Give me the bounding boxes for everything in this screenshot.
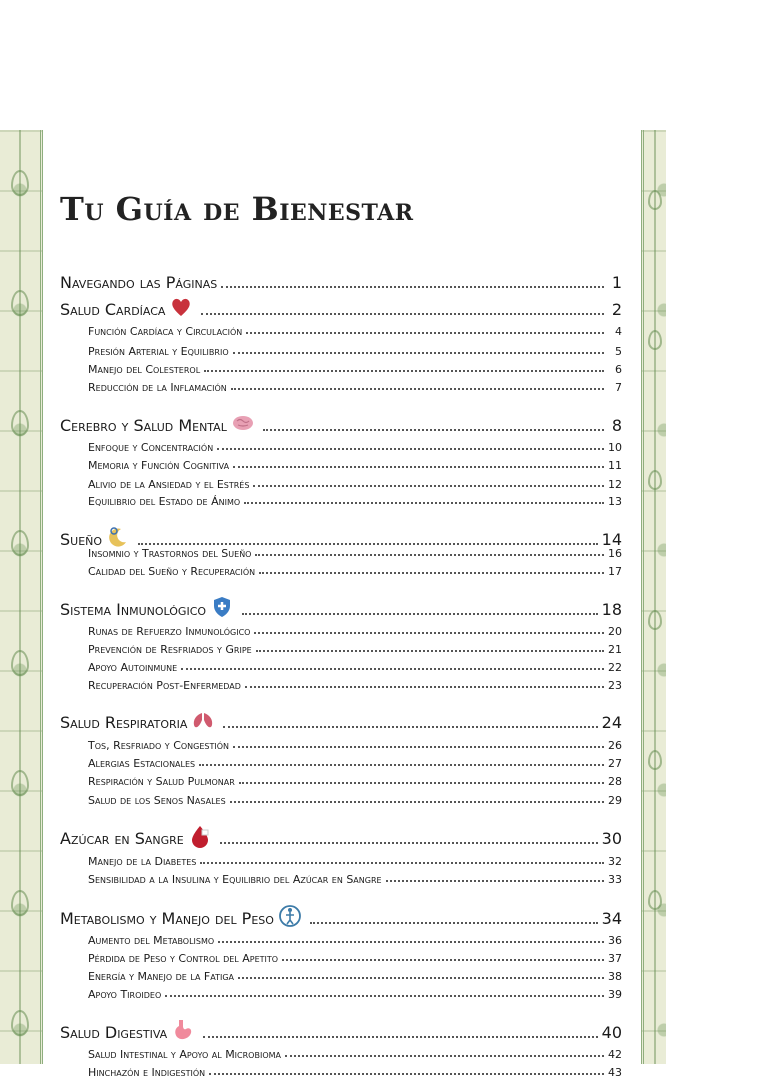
toc-section-entry[interactable] (60, 1018, 622, 1042)
dot-leader (263, 428, 604, 431)
dot-leader (244, 501, 604, 504)
decorative-border-right (641, 130, 666, 1064)
toc-subsection-entry[interactable] (60, 495, 622, 508)
toc-subsection-entry[interactable] (60, 757, 622, 770)
toc-page-number: 36 (608, 934, 622, 947)
toc-entry-label: Sensibilidad a la Insulina y Equilibrio del Azúcar en Sangre (88, 873, 382, 886)
toc-page-number: 40 (601, 1023, 622, 1042)
dot-leader (245, 685, 604, 688)
toc-page-number: 38 (608, 970, 622, 983)
toc-subsection-entry[interactable] (60, 873, 622, 886)
dot-leader (259, 571, 604, 574)
dot-leader (285, 1054, 604, 1057)
dot-leader (253, 484, 604, 487)
toc-page-number: 12 (608, 478, 622, 491)
brain-icon (231, 411, 255, 435)
dot-leader (242, 612, 598, 615)
toc-entry-label: Función Cardíaca y Circulación (88, 325, 243, 338)
toc-entry-label: Pérdida de Peso y Control del Apetito (88, 952, 279, 965)
toc-page-number: 39 (608, 988, 622, 1001)
toc-subsection-entry[interactable] (60, 478, 622, 491)
dot-leader (200, 861, 604, 864)
toc-entry-label: Hinchazón e Indigestión (88, 1066, 206, 1079)
toc-entry-label: Aumento del Metabolismo (88, 934, 215, 947)
toc-page-number: 7 (615, 381, 622, 394)
toc-entry-label: Alergias Estacionales (88, 757, 196, 770)
toc-entry-label: Salud Cardíaca (60, 300, 166, 319)
toc-page-number: 13 (608, 495, 622, 508)
toc-page-number: 11 (608, 459, 622, 472)
toc-page-number: 20 (608, 625, 622, 638)
dot-leader (239, 781, 604, 784)
page-title: Tu Guía de Bienestar (60, 190, 414, 228)
toc-entry-label: Apoyo Tiroideo (88, 988, 162, 1001)
toc-entry-label: Metabolismo y Manejo del Peso (60, 909, 274, 928)
toc-subsection-entry[interactable] (60, 643, 622, 656)
toc-subsection-entry[interactable] (60, 381, 622, 394)
toc-entry-label: Sistema Inmunológico (60, 600, 207, 619)
dot-leader (199, 763, 604, 766)
toc-subsection-entry[interactable] (60, 952, 622, 965)
toc-page-number: 2 (611, 300, 622, 319)
toc-section-entry[interactable] (60, 525, 622, 549)
toc-page-number: 14 (601, 530, 622, 549)
dot-leader (233, 465, 604, 468)
lungs-icon (191, 708, 215, 732)
dot-leader (230, 800, 604, 803)
body-cycle-icon (278, 904, 302, 928)
toc-subsection-entry[interactable] (60, 547, 622, 560)
toc-subsection-entry[interactable] (60, 679, 622, 692)
dot-leader (209, 1072, 604, 1075)
dot-leader (282, 958, 604, 961)
toc-entry-label: Presión Arterial y Equilibrio (88, 345, 229, 358)
toc-subsection-entry[interactable] (60, 325, 622, 338)
toc-subsection-entry[interactable] (60, 934, 622, 947)
toc-page-number: 27 (608, 757, 622, 770)
toc-subsection-entry[interactable] (60, 970, 622, 983)
dot-leader (310, 921, 598, 924)
toc-subsection-entry[interactable] (60, 794, 622, 807)
toc-entry-label: Runas de Refuerzo Inmunológico (88, 625, 251, 638)
toc-subsection-entry[interactable] (60, 988, 622, 1001)
dot-leader (201, 312, 604, 315)
toc-entry-label: Salud de los Senos Nasales (88, 794, 226, 807)
toc-entry-label: Azúcar en Sangre (60, 829, 184, 848)
toc-entry-label: Tos, Resfriado y Congestión (88, 739, 230, 752)
toc-entry-label: Alivio de la Ansiedad y el Estrés (88, 478, 250, 491)
toc-page-number: 21 (608, 643, 622, 656)
toc-subsection-entry[interactable] (60, 625, 622, 638)
toc-entry-label: Manejo de la Diabetes (88, 855, 197, 868)
toc-page-number: 17 (608, 565, 622, 578)
dot-leader (246, 331, 604, 334)
toc-page-number: 26 (608, 739, 622, 752)
toc-entry-label: Cerebro y Salud Mental (60, 416, 227, 435)
toc-page-number: 24 (601, 713, 622, 732)
toc-section-entry[interactable] (60, 273, 622, 292)
toc-entry-label: Recuperación Post-Enfermedad (88, 679, 241, 692)
toc-page-number: 6 (615, 363, 622, 376)
toc-subsection-entry[interactable] (60, 345, 622, 358)
toc-subsection-entry[interactable] (60, 855, 622, 868)
toc-entry-label: Navegando las Páginas (60, 273, 218, 292)
toc-subsection-entry[interactable] (60, 739, 622, 752)
toc-subsection-entry[interactable] (60, 363, 622, 376)
dot-leader (204, 369, 604, 372)
toc-subsection-entry[interactable] (60, 775, 622, 788)
toc-section-entry[interactable] (60, 411, 622, 435)
toc-section-entry[interactable] (60, 708, 622, 732)
toc-subsection-entry[interactable] (60, 565, 622, 578)
toc-entry-label: Memoria y Función Cognitiva (88, 459, 230, 472)
toc-page-number: 33 (608, 873, 622, 886)
toc-page-number: 16 (608, 547, 622, 560)
dot-leader (233, 745, 604, 748)
toc-subsection-entry[interactable] (60, 441, 622, 454)
dot-leader (165, 994, 604, 997)
toc-subsection-entry[interactable] (60, 459, 622, 472)
dot-leader (138, 542, 598, 545)
dot-leader (181, 667, 604, 670)
moon-sleep-icon (106, 525, 130, 549)
toc-page-number: 23 (608, 679, 622, 692)
toc-page-number: 42 (608, 1048, 622, 1061)
toc-section-entry[interactable] (60, 824, 622, 848)
shield-icon (210, 595, 234, 619)
toc-entry-label: Respiración y Salud Pulmonar (88, 775, 235, 788)
toc-entry-label: Reducción de la Inflamación (88, 381, 227, 394)
dot-leader (254, 631, 604, 634)
toc-subsection-entry[interactable] (60, 1048, 622, 1061)
stomach-icon (171, 1018, 195, 1042)
toc-subsection-entry[interactable] (60, 661, 622, 674)
toc-entry-label: Salud Intestinal y Apoyo al Microbioma (88, 1048, 282, 1061)
toc-page-number: 30 (601, 829, 622, 848)
toc-page-number: 10 (608, 441, 622, 454)
toc-page-number: 1 (611, 273, 622, 292)
toc-entry-label: Prevención de Resfriados y Gripe (88, 643, 252, 656)
toc-entry-label: Energía y Manejo de la Fatiga (88, 970, 235, 983)
toc-page-number: 28 (608, 775, 622, 788)
toc-entry-label: Salud Digestiva (60, 1023, 168, 1042)
toc-page-number: 29 (608, 794, 622, 807)
toc-page-number: 22 (608, 661, 622, 674)
document-page (0, 130, 662, 1079)
dot-leader (238, 976, 604, 979)
dot-leader (220, 841, 598, 844)
dot-leader (386, 879, 604, 882)
dot-leader (221, 285, 604, 288)
toc-section-entry[interactable] (60, 904, 622, 928)
toc-page-number: 34 (601, 909, 622, 928)
toc-entry-label: Calidad del Sueño y Recuperación (88, 565, 256, 578)
toc-page-number: 43 (608, 1066, 622, 1079)
toc-entry-label: Manejo del Colesterol (88, 363, 201, 376)
toc-entry-label: Salud Respiratoria (60, 713, 188, 732)
dot-leader (255, 553, 604, 556)
dot-leader (231, 387, 604, 390)
toc-page-number: 4 (615, 325, 622, 338)
toc-entry-label: Apoyo Autoinmune (88, 661, 178, 674)
toc-page-number: 37 (608, 952, 622, 965)
toc-section-entry[interactable] (60, 595, 622, 619)
dot-leader (217, 447, 604, 450)
toc-entry-label: Sueño (60, 530, 103, 549)
toc-page-number: 5 (615, 345, 622, 358)
dot-leader (223, 725, 597, 728)
toc-subsection-entry[interactable] (60, 1066, 622, 1079)
toc-entry-label: Enfoque y Concentración (88, 441, 214, 454)
heart-icon (169, 295, 193, 319)
toc-entry-label: Equilibrio del Estado de Ánimo (88, 495, 241, 508)
dot-leader (203, 1035, 597, 1038)
toc-page-number: 32 (608, 855, 622, 868)
toc-page-number: 18 (601, 600, 622, 619)
toc-section-entry[interactable] (60, 295, 622, 319)
blood-drop-icon (188, 824, 212, 848)
dot-leader (218, 940, 604, 943)
dot-leader (256, 649, 604, 652)
decorative-border-left (0, 130, 43, 1064)
dot-leader (233, 351, 604, 354)
toc-entry-label: Insomnio y Trastornos del Sueño (88, 547, 252, 560)
toc-page-number: 8 (611, 416, 622, 435)
